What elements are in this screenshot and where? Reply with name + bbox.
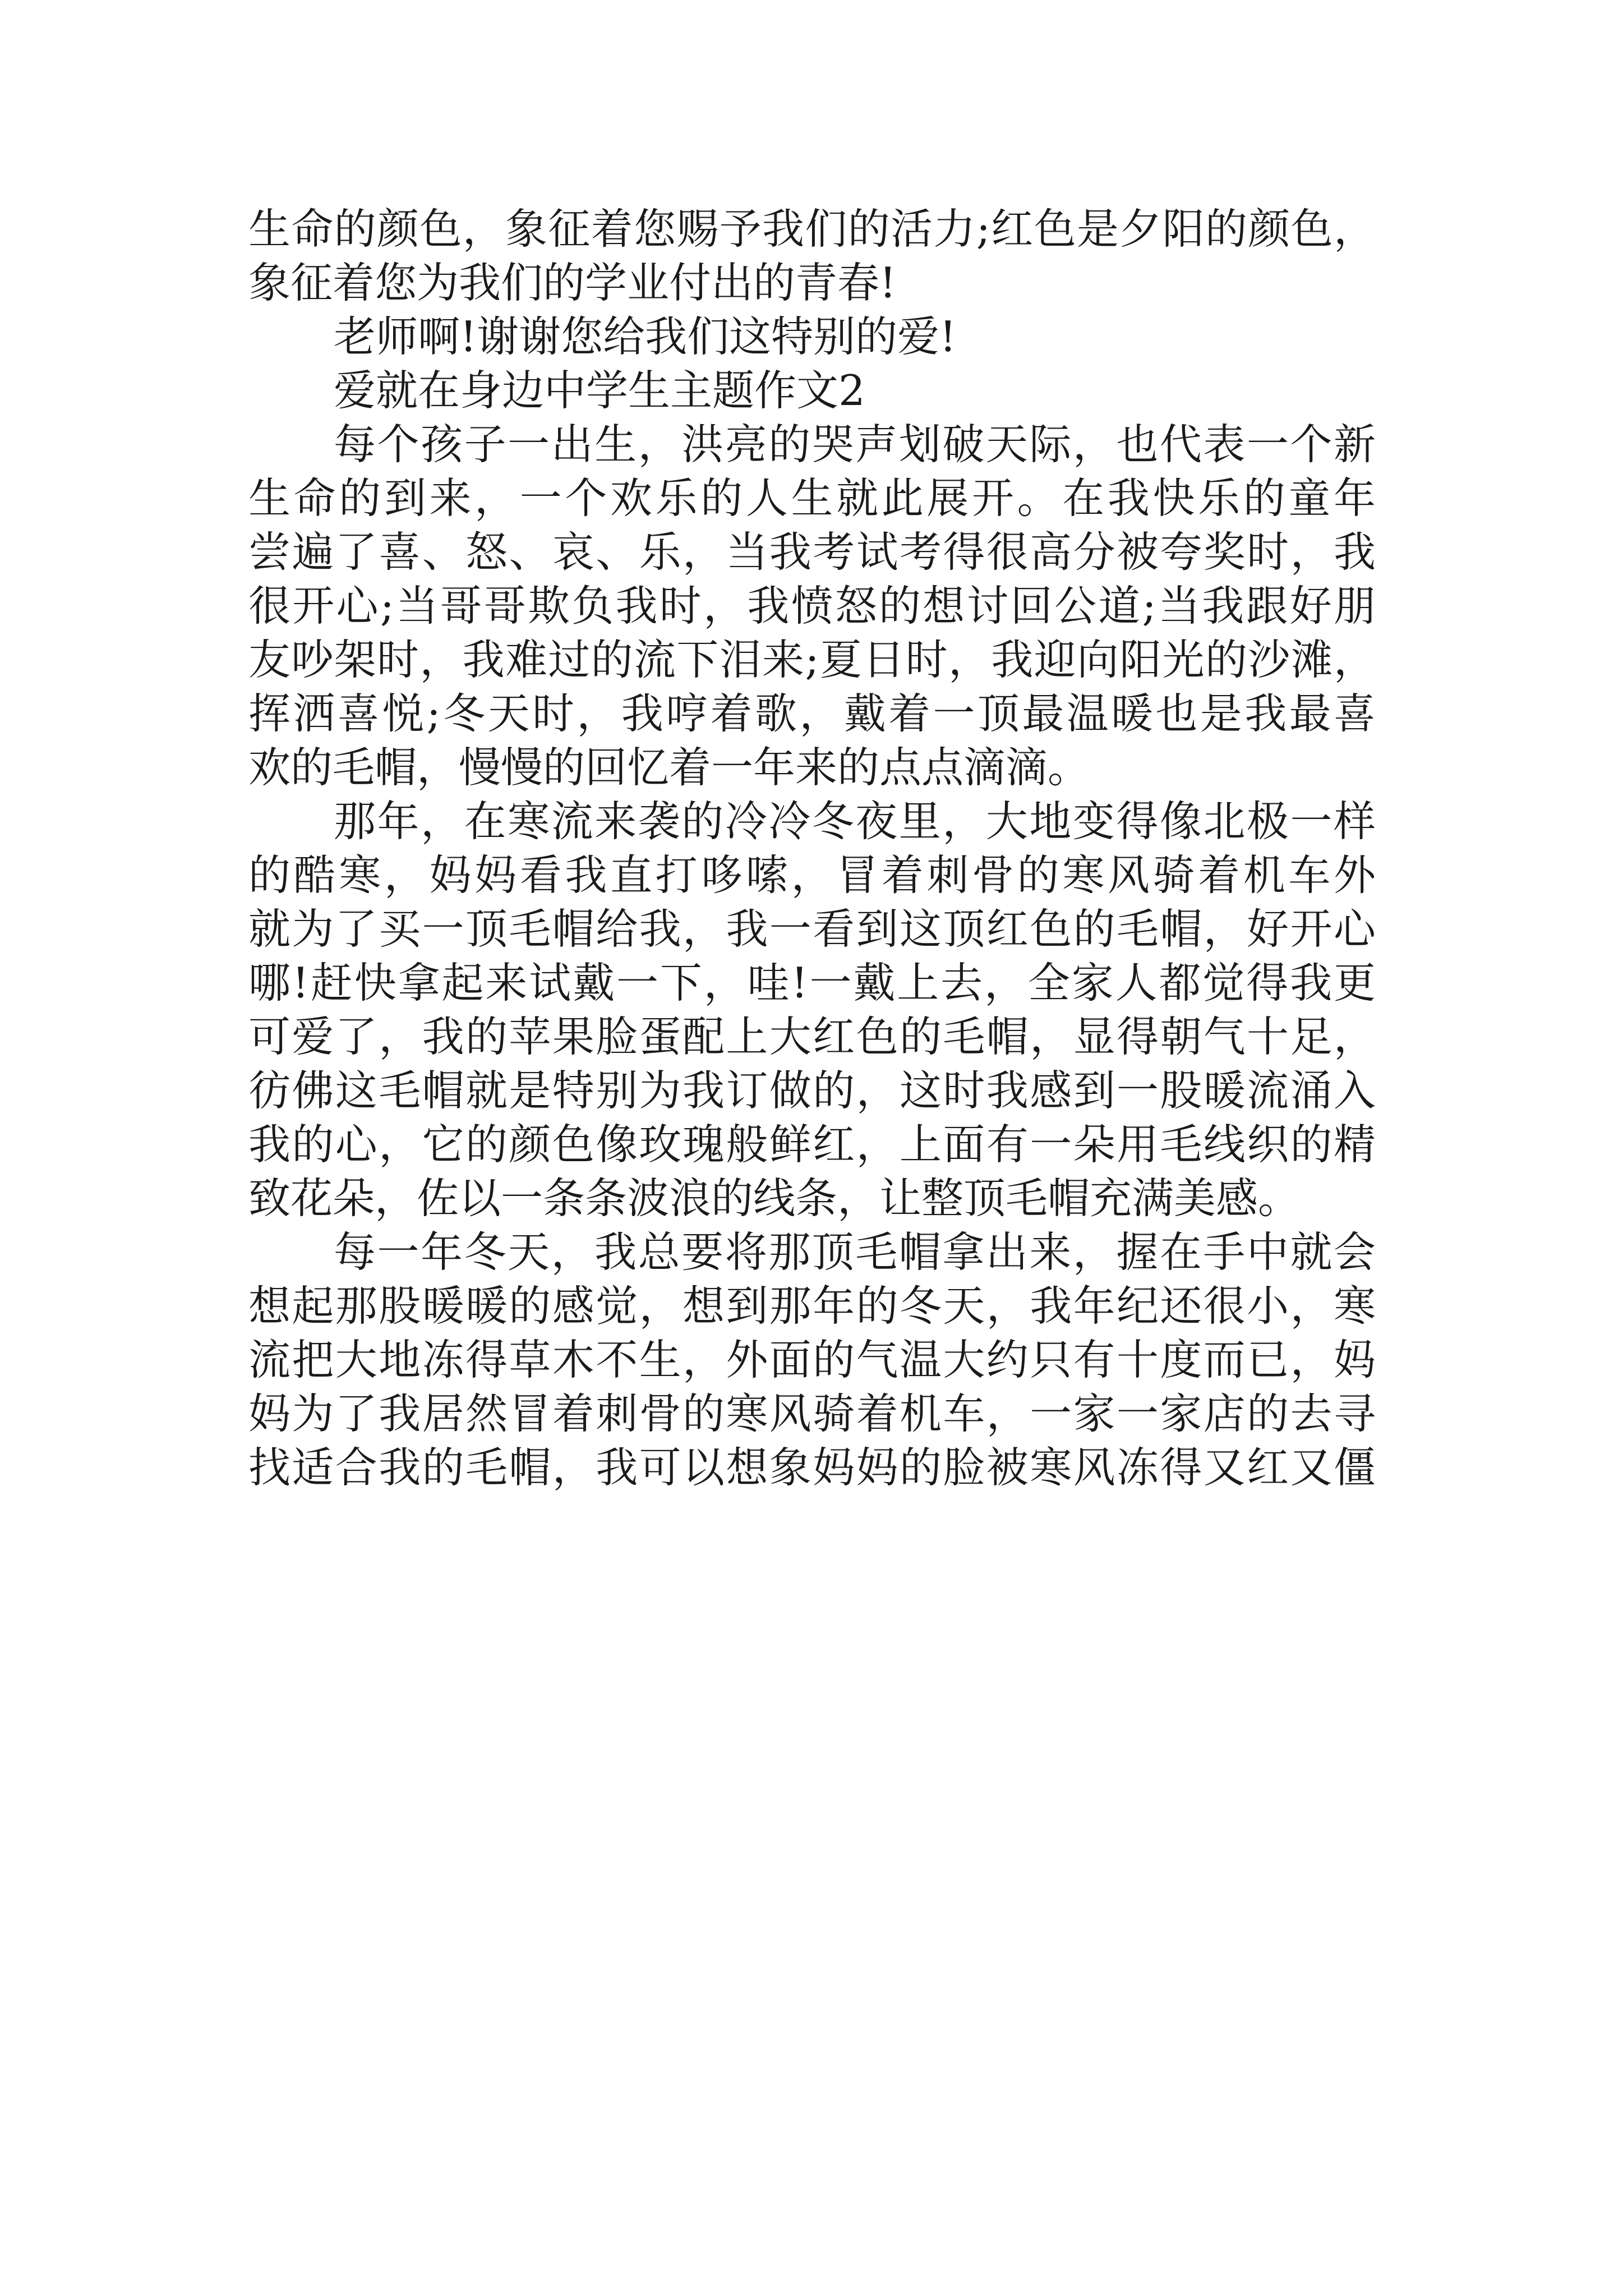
text-line: 流把大地冻得草木不生，外面的气温大约只有十度而已，妈	[248, 1335, 1376, 1384]
text-line: 就为了买一顶毛帽给我，我一看到这顶红色的毛帽，好开心	[248, 904, 1376, 954]
text-line: 的酷寒，妈妈看我直打哆嗦，冒着刺骨的寒风骑着机车外	[248, 850, 1376, 900]
text-line: 欢的毛帽，慢慢的回忆着一年来的点点滴滴。	[248, 743, 1090, 792]
text-line: 生命的颜色，象征着您赐予我们的活力;红色是夕阳的颜色，	[248, 204, 1376, 254]
paragraph-first-line: 每一年冬天，我总要将那顶毛帽拿出来，握在手中就会	[334, 1227, 1376, 1277]
text-line: 可爱了，我的苹果脸蛋配上大红色的毛帽，显得朝气十足，	[248, 1012, 1376, 1061]
text-line: 生命的到来，一个欢乐的人生就此展开。在我快乐的童年	[248, 473, 1376, 523]
text-line: 想起那股暖暖的感觉，想到那年的冬天，我年纪还很小，寒	[248, 1281, 1376, 1331]
paragraph-first-line: 那年，在寒流来袭的冷冷冬夜里，大地变得像北极一样	[334, 797, 1376, 846]
text-line: 妈为了我居然冒着刺骨的寒风骑着机车，一家一家店的去寻	[248, 1389, 1376, 1438]
text-line: 挥洒喜悦;冬天时，我哼着歌，戴着一顶最温暖也是我最喜	[248, 689, 1376, 738]
text-line: 尝遍了喜、怒、哀、乐，当我考试考得很高分被夸奖时，我	[248, 527, 1376, 577]
text-line: 哪!赶快拿起来试戴一下，哇!一戴上去，全家人都觉得我更	[248, 958, 1376, 1007]
text-line: 我的心，它的颜色像玫瑰般鲜红，上面有一朵用毛线织的精	[248, 1120, 1376, 1169]
text-line: 彷佛这毛帽就是特别为我订做的，这时我感到一股暖流涌入	[248, 1066, 1376, 1115]
section-heading: 爱就在身边中学生主题作文2	[334, 366, 865, 415]
text-line: 致花朵，佐以一条条波浪的线条，让整顶毛帽充满美感。	[248, 1174, 1301, 1223]
document-body	[248, 202, 1376, 1494]
text-line: 很开心;当哥哥欺负我时，我愤怒的想讨回公道;当我跟好朋	[248, 581, 1376, 631]
text-line: 象征着您为我们的学业付出的青春!	[248, 258, 897, 307]
text-line: 找适合我的毛帽，我可以想象妈妈的脸被寒风冻得又红又僵	[248, 1443, 1376, 1492]
text-line: 友吵架时，我难过的流下泪来;夏日时，我迎向阳光的沙滩，	[248, 635, 1376, 684]
paragraph-first-line: 老师啊!谢谢您给我们这特别的爱!	[334, 312, 957, 361]
paragraph-first-line: 每个孩子一出生，洪亮的哭声划破天际，也代表一个新	[334, 420, 1376, 469]
